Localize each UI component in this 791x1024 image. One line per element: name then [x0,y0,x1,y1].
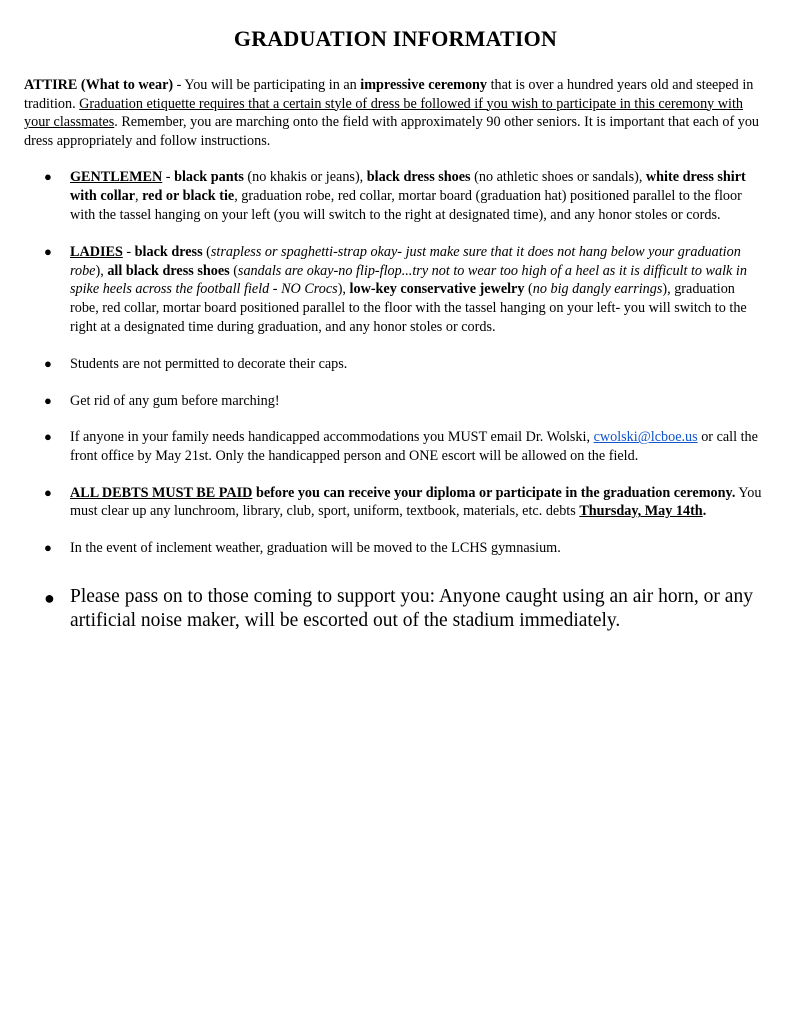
airhorn-text: Please pass on to those coming to support you: Anyone caught using an air horn, or any artificial noise maker, will be escorted out of the stadium immediately. [70,586,753,632]
list-item-debts [24,484,767,521]
bullet-icon: ● [44,588,55,609]
intro-bold: impressive ceremony [360,77,488,93]
list-item-airhorn [24,585,767,633]
bullet-icon: ● [44,356,52,372]
item-text: or call the front office by May 21st. Only the handicapped person and ONE escort will be allowed on the field. [70,429,758,464]
item-bold: white dress shirt with collar [70,169,746,204]
item-text: ), graduation robe, red collar, mortar board positioned parallel to the floor with the tassel hanging on your left- you will switch to the right at a designated time during graduation, and any honor stoles or cords. [70,281,747,335]
info-list [24,168,767,633]
item-text: If anyone in your family needs handicapped accommodations you MUST email Dr. Wolski, [70,429,594,446]
item-italic: strapless or spaghetti-strap okay- just make sure that it does not hang below your graduation robe [70,244,741,279]
page-title: GRADUATION INFORMATION [233,26,558,51]
item-bold: . [702,503,707,520]
ladies-heading: LADIES [70,244,123,261]
bullet-icon: ● [44,169,52,185]
list-item-caps [24,355,767,374]
item-text: (no athletic shoes or sandals), [470,169,646,186]
item-bold: black dress [134,244,203,261]
email-link[interactable]: cwolski@lcboe.us [593,429,698,446]
item-bold: red or black tie [142,187,235,204]
intro-text: - You will be participating in an [173,77,361,93]
bullet-icon: ● [44,392,52,408]
item-bold: before you can receive your diploma or participate in the graduation ceremony. [252,484,736,501]
bullet-icon: ● [44,539,52,555]
item-text: - [162,169,175,186]
intro-text: . Remember, you are marching onto the field with approximately 90 other seniors. It is important that each of you dress appropriately and follow instructions. [24,114,760,149]
item-bold: black pants [174,169,244,186]
list-item-weather [24,539,767,558]
gum-text: Get rid of any gum before marching! [70,392,280,409]
list-item-gentlemen [24,168,767,224]
item-text: You must clear up any lunchroom, library, club, sport, uniform, textbook, materials, etc. debts [70,484,762,520]
item-text: - [122,244,135,261]
item-text: ), [337,281,350,298]
item-text: , [135,187,143,204]
list-item-gum [24,392,767,411]
item-text: , graduation robe, red collar, mortar board (graduation hat) positioned parallel to the floor with the tassel hanging on your left (you will switch to the right at designated time), and any honor stoles or cords. [70,187,742,223]
item-bold: low-key conservative jewelry [349,281,525,298]
bullet-icon: ● [44,244,52,260]
gentlemen-heading: GENTLEMEN [70,169,163,186]
bullet-icon: ● [44,484,52,500]
weather-text: In the event of inclement weather, graduation will be moved to the LCHS gymnasium. [70,539,561,556]
caps-text: Students are not permitted to decorate their caps. [70,356,348,373]
item-text: (no khakis or jeans), [243,169,367,186]
item-text: ( [202,244,211,261]
item-text: ( [524,281,533,298]
attire-heading: ATTIRE (What to wear) [24,77,174,93]
item-bold: all black dress shoes [107,262,230,279]
list-item-ladies [24,243,767,336]
item-italic: sandals are okay-no flip-flop...try not to wear too high of a heel as it is difficult to walk in spike heels across the football field - NO Crocs [70,262,747,298]
list-item-handicap [24,428,767,465]
attire-intro [24,76,767,150]
debts-heading: ALL DEBTS MUST BE PAID [70,484,253,501]
item-italic: no big dangly earrings [532,281,663,298]
intro-text: that is over a hundred years old and steeped in tradition. [24,77,754,112]
intro-underlined: Graduation etiquette requires that a certain style of dress be followed if you wish to participate in this ceremony with your classmates [24,95,744,131]
bullet-icon: ● [44,429,52,445]
item-bold: black dress shoes [366,169,471,186]
item-text: ( [229,262,238,279]
item-text: ), [95,262,108,279]
debts-deadline: Thursday, May 14th [579,503,703,520]
